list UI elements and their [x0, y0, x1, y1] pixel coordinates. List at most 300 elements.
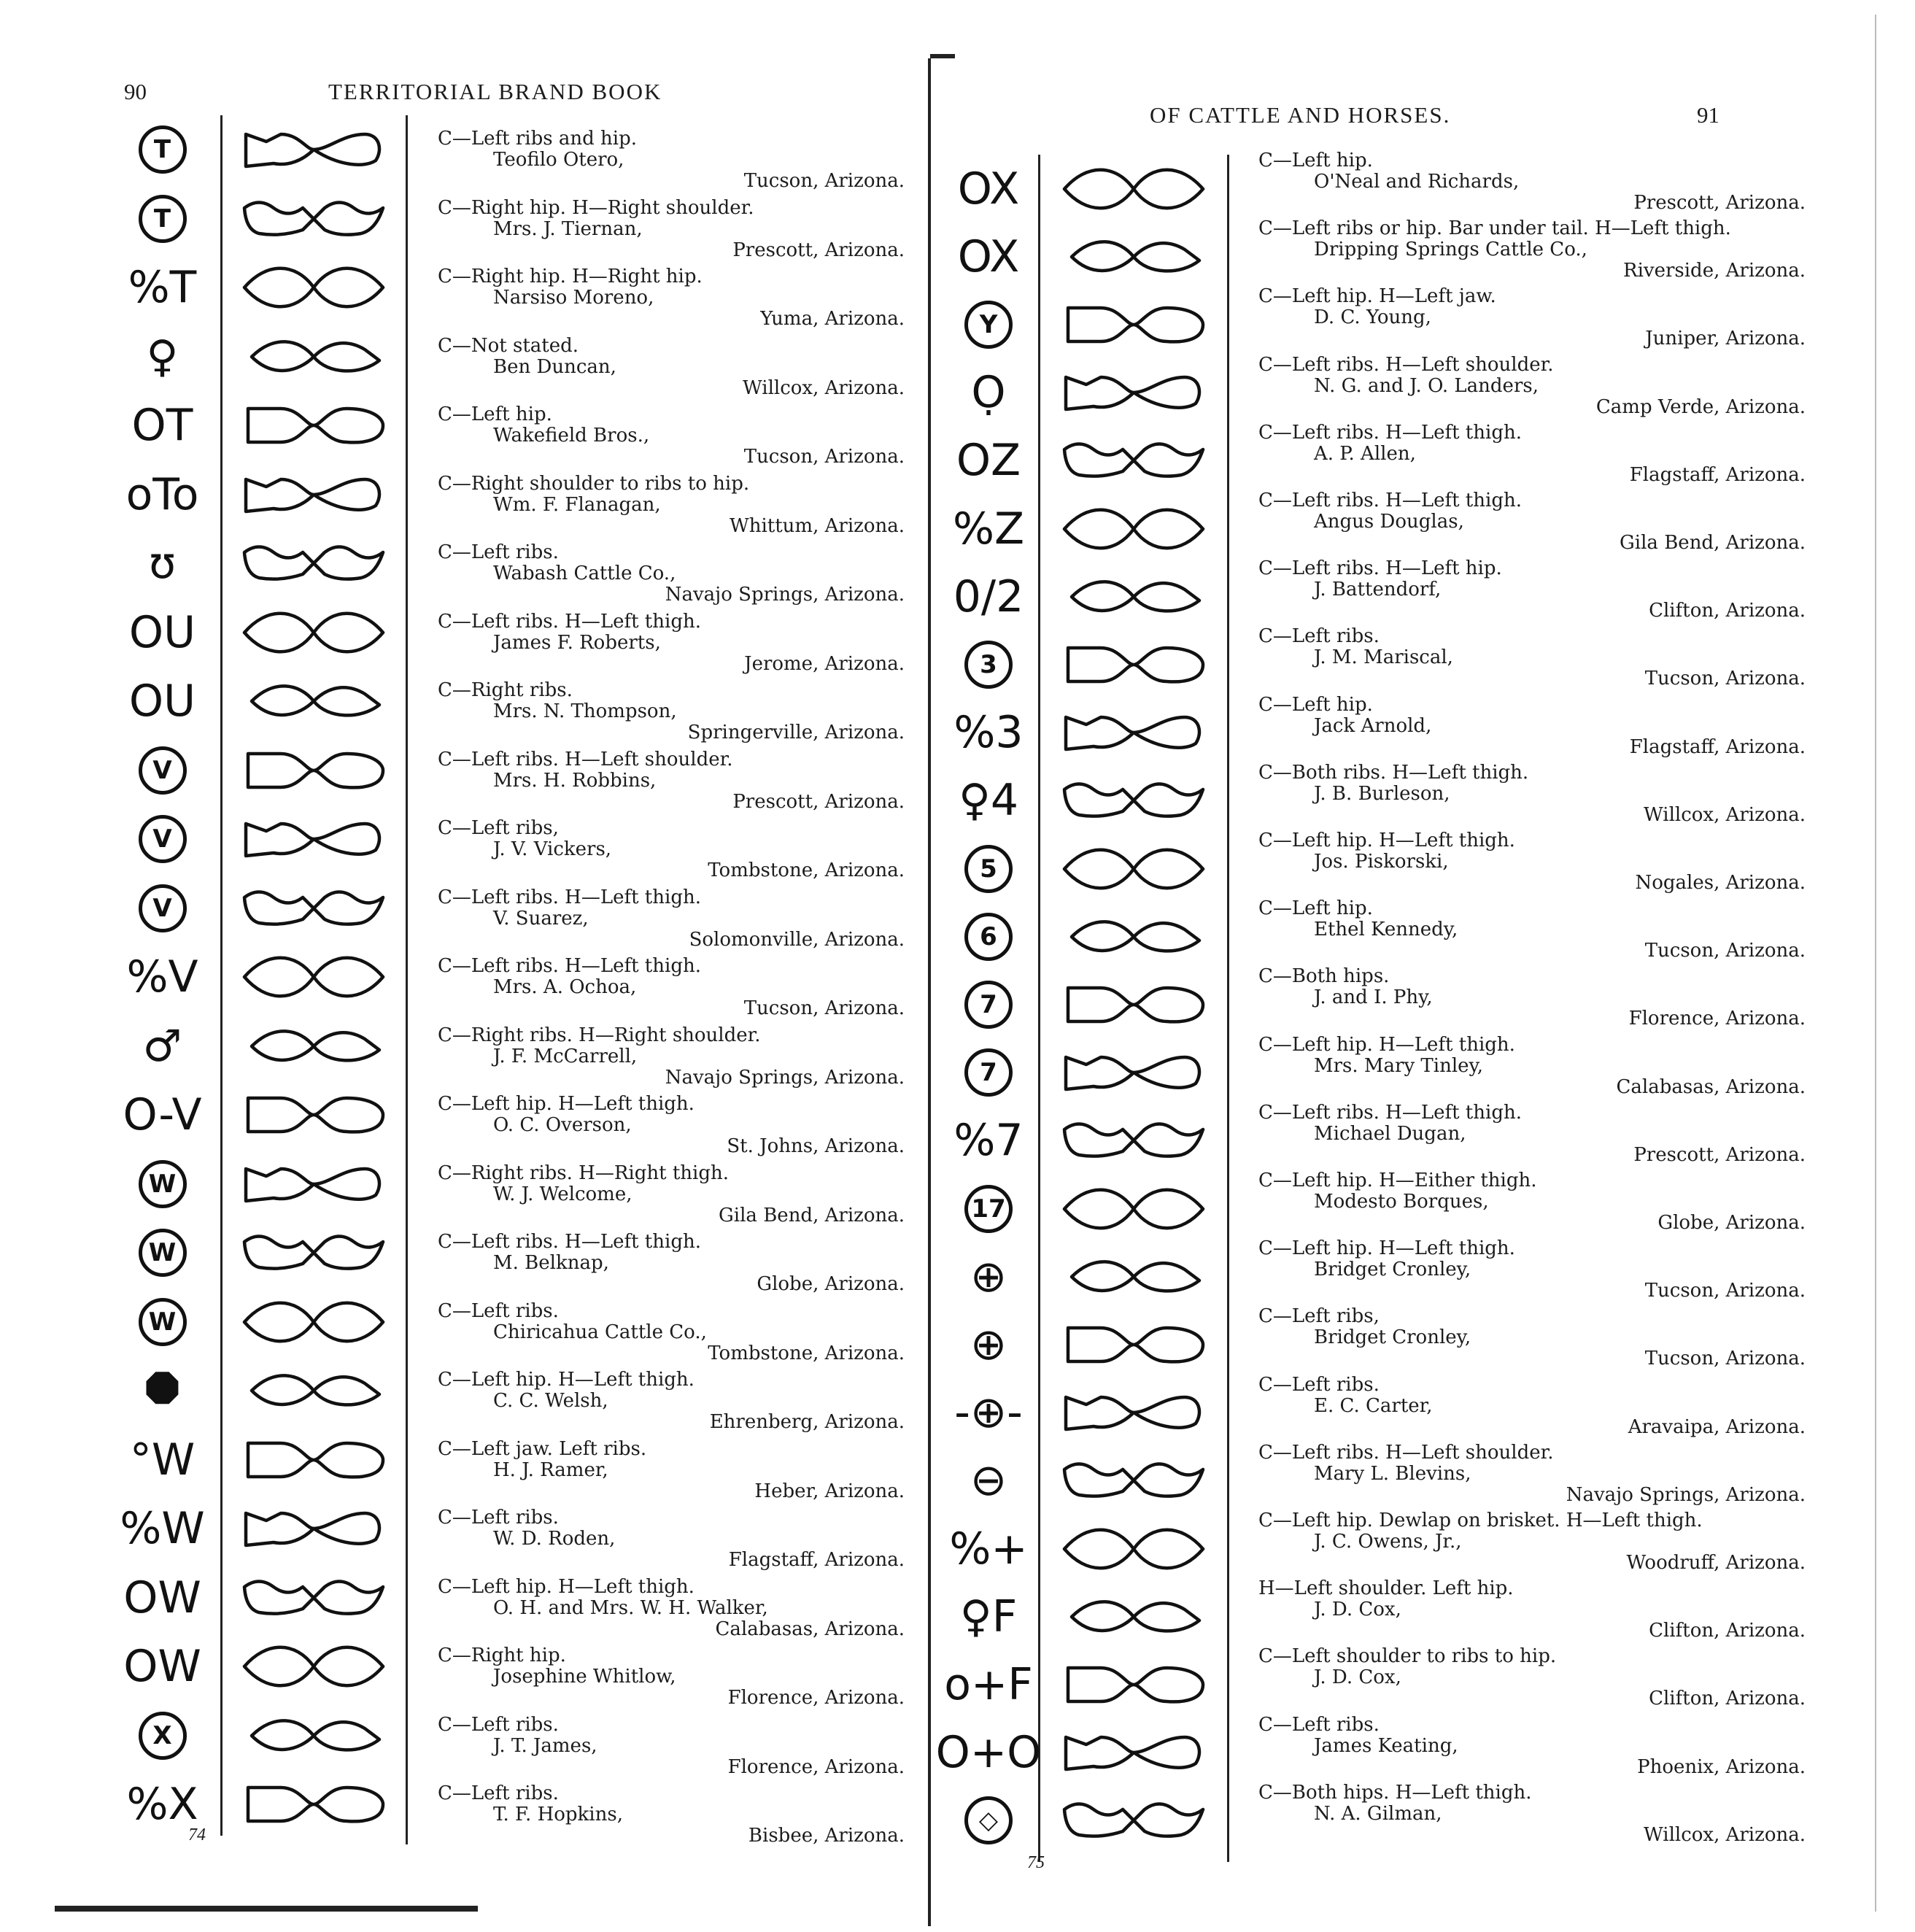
brand-entry: [438, 611, 905, 675]
owner-name: N. A. Gilman,: [1314, 1802, 1442, 1825]
earmark-drawing: [1040, 767, 1226, 835]
earmark-icon: [1057, 1319, 1210, 1370]
earmark-drawing: [1040, 427, 1226, 495]
earmark-icon: [1057, 1455, 1210, 1506]
earmark-drawing: [223, 1012, 405, 1081]
brand-location: C—Both hips.: [1258, 965, 1390, 988]
brand-symbol: [941, 290, 1036, 358]
owner-name: J. T. James,: [493, 1734, 597, 1757]
owner-place: Florence, Arizona.: [727, 1687, 905, 1709]
owner-place: Willcox, Arizona.: [1643, 803, 1806, 826]
earmark-icon: [237, 1089, 390, 1140]
earmark-icon: [1057, 571, 1210, 622]
brand-symbol-text: OW: [123, 1572, 201, 1623]
brand-entry: [438, 198, 905, 261]
page-header-left: TERRITORIAL BRAND BOOK: [328, 79, 662, 104]
brand-entry: [438, 680, 905, 743]
brand-location: C—Right hip.: [438, 1645, 566, 1666]
owner-name: J. B. Burleson,: [1314, 782, 1450, 805]
brand-symbol-text: OU: [128, 676, 196, 727]
owner-name: Wabash Cattle Co.,: [493, 563, 676, 584]
plate-number-right: 75: [1027, 1853, 1045, 1872]
brand-symbol: [941, 1243, 1036, 1310]
brand-entry: [1258, 1715, 1806, 1778]
owner-name: H. J. Ramer,: [493, 1458, 608, 1481]
brand-entry: [438, 887, 905, 951]
brand-symbol: [109, 185, 215, 254]
brand-symbol-text: X: [139, 1712, 187, 1760]
brand-symbol: [941, 1107, 1036, 1175]
earmark-drawing: [1040, 1515, 1226, 1583]
page-number-left: 90: [124, 79, 147, 104]
brand-entry: [438, 956, 905, 1019]
brand-entry: [1258, 626, 1806, 689]
earmark-icon: [1057, 503, 1210, 555]
brand-location: C—Left hip. H—Left thigh.: [1258, 830, 1515, 851]
brand-location: C—Left ribs. H—Left thigh.: [438, 955, 701, 977]
earmark-drawing: [223, 1632, 405, 1701]
brand-entry: [438, 542, 905, 606]
owner-place: Globe, Arizona.: [1657, 1212, 1806, 1234]
brand-symbol-text: %7: [953, 1115, 1024, 1167]
brand-entry: [438, 1577, 905, 1640]
brand-symbol: [941, 495, 1036, 563]
brand-location: C—Left hip. H—Left thigh.: [438, 1575, 695, 1598]
brand-symbol-text: %+: [949, 1523, 1028, 1574]
brand-symbol: [109, 391, 215, 460]
brand-entry: [1258, 966, 1806, 1029]
brand-symbol-text: %X: [126, 1779, 198, 1831]
brand-symbol-text: W: [139, 1160, 187, 1208]
brand-entry: [1258, 1578, 1806, 1642]
brand-location: C—Left hip. H—Either thigh.: [1258, 1170, 1537, 1191]
owner-name: Michael Dugan,: [1314, 1122, 1466, 1145]
earmark-drawing: [223, 943, 405, 1012]
brand-symbol-text: 6: [964, 913, 1013, 961]
brand-symbol-text: T: [139, 125, 187, 174]
owner-name: W. J. Welcome,: [493, 1183, 632, 1205]
brand-symbol-text: 17: [964, 1185, 1013, 1233]
owner-name: Dripping Springs Cattle Co.,: [1314, 239, 1587, 261]
brand-symbol: [941, 1583, 1036, 1650]
brand-symbol-text: Y: [964, 301, 1013, 349]
brand-entry: [1258, 1306, 1806, 1369]
brand-symbol: [109, 598, 215, 668]
brand-symbol: [941, 970, 1036, 1038]
brand-location: C—Right ribs. H—Right thigh.: [438, 1162, 729, 1184]
brand-location: H—Left shoulder. Left hip.: [1258, 1577, 1514, 1600]
earmark-icon: [1057, 911, 1210, 962]
page-edge: [1875, 15, 1876, 1912]
brand-symbol: [941, 1447, 1036, 1515]
earmark-icon: [1057, 1659, 1210, 1710]
brand-location: C—Right ribs. H—Right shoulder.: [438, 1024, 761, 1046]
earmark-drawing: [1040, 155, 1226, 223]
brand-location: C—Right ribs.: [438, 679, 573, 701]
earmark-drawing: [223, 253, 405, 322]
brand-symbol: [109, 874, 215, 943]
brand-location: C—Left ribs.: [438, 1299, 559, 1322]
earmark-icon: [237, 1227, 390, 1278]
brand-symbol: [109, 1632, 215, 1701]
brand-symbol-text: °W: [129, 1434, 196, 1485]
owner-place: Tucson, Arizona.: [743, 997, 905, 1019]
owner-name: Ben Duncan,: [493, 355, 616, 378]
owner-name: Bridget Cronley,: [1314, 1259, 1471, 1281]
owner-name: Narsiso Moreno,: [493, 287, 654, 309]
brand-symbol: [941, 223, 1036, 290]
brand-location: C—Left ribs and hip.: [438, 128, 637, 150]
brand-symbol-text: %W: [120, 1503, 205, 1555]
brand-location: C—Left ribs,: [438, 817, 559, 839]
owner-name: Jack Arnold,: [1314, 714, 1432, 737]
brand-entry: [438, 1715, 905, 1778]
brand-symbol-text: %V: [126, 951, 198, 1003]
earmark-icon: [1057, 979, 1210, 1030]
brand-symbol-text: %T: [128, 262, 197, 314]
brand-symbol-text: 7: [964, 1048, 1013, 1097]
owner-place: Prescott, Arizona.: [732, 790, 905, 813]
owner-name: V. Suarez,: [493, 907, 589, 930]
brand-location: C—Right hip. H—Right shoulder.: [438, 196, 754, 219]
brand-symbol: [941, 1787, 1036, 1855]
earmark-drawing: [223, 1218, 405, 1288]
brand-location: C—Left ribs,: [1258, 1305, 1380, 1328]
owner-place: Tucson, Arizona.: [1644, 1348, 1806, 1370]
brand-symbol: [109, 1426, 215, 1495]
earmark-drawing: [1040, 563, 1226, 630]
earmark-icon: [237, 1572, 390, 1623]
brand-location: C—Both hips. H—Left thigh.: [1258, 1781, 1532, 1804]
brand-symbol: [941, 699, 1036, 767]
earmark-icon: [1057, 231, 1210, 282]
earmark-icon: [237, 883, 390, 934]
brand-location: C—Left ribs. H—Left thigh.: [438, 1231, 701, 1253]
brand-location: C—Left ribs. H—Left thigh.: [438, 610, 701, 633]
earmark-drawing: [223, 1770, 405, 1839]
owner-place: Tucson, Arizona.: [743, 446, 905, 468]
brand-location: C—Left ribs. H—Left thigh.: [1258, 490, 1522, 511]
brand-entry: [438, 404, 905, 468]
brand-entry: [438, 1301, 905, 1364]
owner-name: D. C. Young,: [1314, 306, 1431, 329]
brand-symbol: [941, 1039, 1036, 1107]
owner-name: Mrs. A. Ochoa,: [493, 976, 637, 998]
owner-name: J. F. McCarrell,: [493, 1045, 638, 1067]
brand-symbol: [109, 1701, 215, 1771]
owner-place: Tucson, Arizona.: [743, 170, 905, 192]
brand-location: C—Not stated.: [438, 334, 579, 357]
brand-symbol: [941, 767, 1036, 835]
owner-place: St. Johns, Arizona.: [727, 1135, 905, 1157]
brand-entry: [438, 1507, 905, 1571]
owner-place: Calabasas, Arizona.: [1616, 1075, 1806, 1098]
owner-name: Mrs. Mary Tinley,: [1314, 1054, 1484, 1077]
owner-name: T. F. Hopkins,: [493, 1804, 623, 1825]
brand-symbol: [941, 903, 1036, 970]
owner-name: Jos. Piskorski,: [1314, 851, 1449, 873]
earmark-icon: [1057, 843, 1210, 894]
owner-place: Springerville, Arizona.: [687, 722, 905, 743]
brand-symbol: [941, 1310, 1036, 1378]
earmark-drawing: [1040, 223, 1226, 290]
brand-symbol: [941, 427, 1036, 495]
owner-place: Yuma, Arizona.: [760, 308, 905, 330]
owner-place: Navajo Springs, Arizona.: [1566, 1483, 1806, 1506]
owner-name: J. V. Vickers,: [493, 838, 612, 860]
brand-location: C—Left ribs.: [1258, 1713, 1380, 1736]
brand-symbol-text: OU: [128, 606, 196, 658]
earmark-drawing: [223, 736, 405, 805]
earmark-icon: [237, 262, 390, 313]
brand-symbol: [109, 943, 215, 1012]
earmark-drawing: [1040, 903, 1226, 970]
brand-entry: [438, 1369, 905, 1433]
brand-symbol: [941, 1379, 1036, 1447]
earmark-icon: [1057, 1047, 1210, 1098]
brand-entry: [1258, 218, 1806, 282]
earmark-icon: [237, 400, 390, 451]
brand-entry: [438, 336, 905, 399]
owner-place: Florence, Arizona.: [727, 1755, 905, 1778]
brand-location: C—Left ribs.: [1258, 1373, 1380, 1396]
earmark-drawing: [1040, 835, 1226, 903]
earmark-icon: [237, 1779, 390, 1830]
earmark-drawing: [223, 529, 405, 598]
owner-place: Tucson, Arizona.: [1644, 1280, 1806, 1302]
earmark-drawing: [1040, 1175, 1226, 1243]
owner-name: Ethel Kennedy,: [1314, 919, 1458, 941]
brand-symbol: [941, 155, 1036, 223]
earmark-icon: [237, 745, 390, 796]
brand-symbol-text: 7: [964, 981, 1013, 1029]
brand-location: C—Left ribs. H—Left thigh.: [1258, 1101, 1522, 1124]
earmark-icon: [1057, 299, 1210, 350]
brand-entry: [438, 1645, 905, 1709]
earmark-icon: [237, 538, 390, 589]
owner-name: C. C. Welsh,: [493, 1390, 608, 1412]
earmark-icon: [237, 1365, 390, 1416]
brand-location: C—Left hip. H—Left thigh.: [1258, 1237, 1515, 1260]
brand-location: C—Left ribs. H—Left thigh.: [1258, 421, 1522, 444]
brand-location: C—Left ribs.: [438, 1507, 559, 1529]
earmark-icon: [237, 814, 390, 865]
earmark-icon: [237, 193, 390, 244]
brand-entry: [438, 1232, 905, 1295]
brand-entry: [1258, 490, 1806, 554]
brand-symbol-text: 5: [964, 845, 1013, 893]
owner-name: Mrs. N. Thompson,: [493, 700, 677, 722]
owner-place: Juniper, Arizona.: [1645, 328, 1806, 350]
earmark-drawing: [223, 1494, 405, 1564]
brand-symbol: [941, 1515, 1036, 1583]
earmark-icon: [237, 1297, 390, 1348]
brand-symbol: [941, 1175, 1036, 1243]
brand-symbol: [109, 1081, 215, 1150]
earmark-drawing: [1040, 699, 1226, 767]
owner-place: Tombstone, Arizona.: [708, 859, 905, 881]
earmark-icon: [1057, 1591, 1210, 1642]
owner-name: J. and I. Phy,: [1314, 986, 1433, 1009]
brand-symbol-text: 3: [964, 641, 1013, 689]
brand-symbol-text: V: [139, 884, 187, 932]
earmark-drawing: [1040, 1310, 1226, 1378]
brand-location: C—Left ribs. H—Left shoulder.: [1258, 353, 1554, 376]
brand-symbol: [941, 563, 1036, 630]
brand-entry: [438, 128, 905, 192]
owner-name: J. D. Cox,: [1314, 1599, 1401, 1621]
owner-place: Willcox, Arizona.: [742, 376, 905, 399]
brand-symbol-text: 0/2: [953, 571, 1024, 622]
owner-place: Ehrenberg, Arizona.: [709, 1411, 905, 1433]
brand-location: C—Right shoulder to ribs to hip.: [438, 472, 750, 495]
earmark-drawing: [1040, 1650, 1226, 1718]
brand-symbol: [109, 1288, 215, 1357]
brand-entry: [438, 1163, 905, 1226]
brand-entry: [438, 818, 905, 881]
brand-location: C—Left ribs.: [438, 1782, 559, 1804]
page-header-right: OF CATTLE AND HORSES.: [1150, 102, 1451, 128]
owner-name: Mrs. J. Tiernan,: [493, 217, 643, 240]
owner-name: O. C. Overson,: [493, 1114, 632, 1136]
owner-place: Nogales, Arizona.: [1635, 872, 1806, 894]
earmark-drawing: [223, 1150, 405, 1219]
brand-location: C—Left ribs.: [438, 1713, 559, 1736]
earmark-icon: [1057, 1387, 1210, 1438]
earmark-drawing: [1040, 495, 1226, 563]
brand-symbol-text: ♂: [142, 1020, 182, 1072]
earmark-drawing: [223, 115, 405, 185]
brand-symbol-text: OZ: [956, 435, 1021, 487]
brand-symbol-text: O-V: [123, 1089, 202, 1141]
owner-name: J. C. Owens, Jr.,: [1314, 1531, 1462, 1553]
brand-symbol: [109, 1564, 215, 1633]
earmark-drawing: [1040, 1447, 1226, 1515]
owner-name: Bridget Cronley,: [1314, 1326, 1471, 1349]
owner-place: Whittum, Arizona.: [730, 514, 905, 537]
earmark-icon: [237, 331, 390, 382]
earmark-drawing: [1040, 970, 1226, 1038]
brand-symbol-text: o+F: [944, 1658, 1033, 1710]
brand-symbol: [941, 835, 1036, 903]
earmark-icon: [1057, 367, 1210, 418]
owner-name: J. D. Cox,: [1314, 1666, 1401, 1689]
brand-entry: [438, 474, 905, 537]
brand-symbol-text: V: [139, 746, 187, 795]
brand-symbol-text: %Z: [952, 503, 1025, 555]
earmark-icon: [1057, 1523, 1210, 1574]
owner-place: Calabasas, Arizona.: [715, 1618, 905, 1640]
owner-place: Willcox, Arizona.: [1643, 1823, 1806, 1846]
earmark-drawing: [1040, 359, 1226, 427]
brand-symbol-text: ◇: [964, 1796, 1013, 1844]
owner-place: Prescott, Arizona.: [732, 239, 905, 261]
brand-location: C—Left shoulder to ribs to hip.: [1258, 1645, 1557, 1668]
earmark-icon: [237, 1159, 390, 1210]
earmark-icon: [237, 1641, 390, 1692]
brand-location: C—Left hip.: [1258, 693, 1373, 716]
brand-symbol-text: Ọ: [971, 367, 1006, 419]
earmark-drawing: [223, 874, 405, 943]
owner-place: Solomonville, Arizona.: [689, 928, 905, 951]
brand-location: C—Both ribs. H—Left thigh.: [1258, 761, 1529, 784]
brand-symbol: [941, 1650, 1036, 1718]
owner-name: Wakefield Bros.,: [493, 425, 650, 447]
brand-entry: [1258, 286, 1806, 349]
brand-symbol-text: ʊ: [148, 538, 177, 590]
earmark-icon: [237, 124, 390, 175]
owner-name: J. Battendorf,: [1314, 579, 1442, 601]
earmark-drawing: [223, 391, 405, 460]
earmark-icon: [1057, 163, 1210, 215]
brand-entry: [1258, 830, 1806, 894]
earmark-icon: [1057, 1115, 1210, 1166]
owner-place: Aravaipa, Arizona.: [1628, 1415, 1806, 1438]
earmark-drawing: [223, 1288, 405, 1357]
brand-symbol: [935, 1719, 1042, 1787]
brand-location: C—Left ribs. H—Left thigh.: [438, 886, 701, 908]
earmark-drawing: [1040, 1039, 1226, 1107]
brand-location: C—Left ribs.: [1258, 625, 1380, 648]
brand-symbol-text: O+O: [935, 1727, 1042, 1779]
brand-symbol-text: ⯃: [144, 1365, 180, 1417]
brand-entry: [438, 1439, 905, 1502]
brand-entry: [1258, 1782, 1806, 1846]
brand-entry: [1258, 422, 1806, 486]
brand-entry: [1258, 762, 1806, 826]
owner-name: Angus Douglas,: [1314, 511, 1464, 533]
brand-location: C—Left hip.: [1258, 150, 1373, 171]
earmark-icon: [237, 1710, 390, 1761]
brand-location: C—Left ribs.: [438, 541, 559, 563]
owner-name: James Keating,: [1314, 1734, 1458, 1757]
brand-symbol-text: ♀: [146, 331, 179, 382]
earmark-drawing: [223, 460, 405, 530]
earmark-icon: [237, 676, 390, 727]
owner-place: Clifton, Arizona.: [1649, 1688, 1806, 1710]
brand-entry: [438, 749, 905, 813]
brand-entry: [1258, 898, 1806, 962]
earmark-icon: [1057, 775, 1210, 826]
owner-name: M. Belknap,: [493, 1252, 609, 1274]
owner-name: N. G. and J. O. Landers,: [1314, 374, 1539, 397]
earmark-icon: [1057, 1183, 1210, 1234]
owner-place: Prescott, Arizona.: [1633, 192, 1806, 214]
earmark-drawing: [1040, 1379, 1226, 1447]
owner-name: Wm. F. Flanagan,: [493, 493, 661, 516]
brand-symbol-text: %3: [953, 707, 1024, 759]
owner-place: Tucson, Arizona.: [1644, 940, 1806, 962]
page-number-right: 91: [1697, 102, 1719, 128]
owner-place: Clifton, Arizona.: [1649, 600, 1806, 622]
brand-location: C—Left ribs or hip. Bar under tail. H—Left thigh.: [1258, 217, 1731, 240]
brand-location: C—Right hip. H—Right hip.: [438, 266, 703, 287]
brand-entry: [1258, 1375, 1806, 1438]
owner-name: Josephine Whitlow,: [493, 1666, 676, 1688]
owner-place: Clifton, Arizona.: [1649, 1620, 1806, 1642]
earmark-drawing: [223, 322, 405, 392]
owner-name: James F. Roberts,: [493, 631, 661, 654]
earmark-drawing: [1040, 1107, 1226, 1175]
brand-location: C—Left hip.: [1258, 897, 1373, 920]
owner-name: E. C. Carter,: [1314, 1394, 1433, 1417]
brand-symbol: [109, 1218, 215, 1288]
brand-symbol-text: OX: [957, 163, 1020, 215]
earmark-icon: [1057, 707, 1210, 758]
brand-symbol-text: OX: [957, 231, 1020, 282]
right-page: [935, 0, 1915, 1932]
brand-symbol: [109, 1150, 215, 1219]
